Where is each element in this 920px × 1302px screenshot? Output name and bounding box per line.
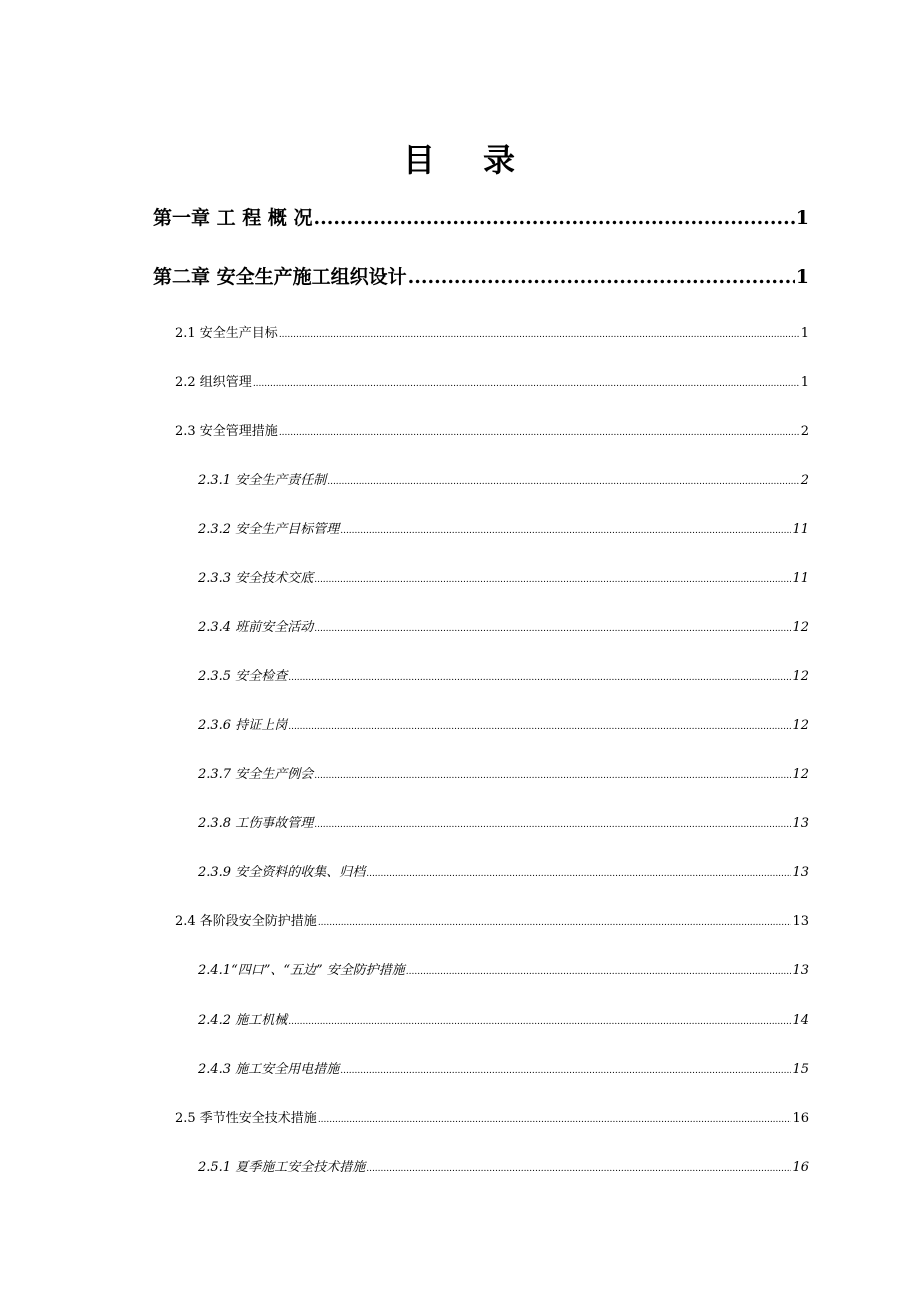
toc-leader-dots <box>279 424 800 442</box>
toc-leader-dots <box>366 865 791 883</box>
toc-page-number: 2 <box>800 424 809 439</box>
toc-page-number: 13 <box>792 816 809 831</box>
toc-leader-dots <box>288 1013 791 1031</box>
toc-entry-label: 2.1 安全生产目标 <box>175 326 278 341</box>
toc-page-number: 12 <box>792 718 809 733</box>
toc-entry-2-3-3[interactable] <box>198 570 809 589</box>
toc-leader-dots <box>288 669 791 687</box>
toc-page-number: 11 <box>792 522 809 537</box>
toc-leader-dots <box>340 1062 791 1080</box>
toc-entry-2-3[interactable] <box>175 423 809 442</box>
toc-page-number: 13 <box>792 963 809 978</box>
toc-page-number: 1 <box>800 375 809 390</box>
toc-entry-2-3-2[interactable] <box>198 521 809 540</box>
toc-leader-dots <box>340 522 791 540</box>
toc-leader-dots <box>314 767 791 785</box>
toc-leader-dots <box>406 963 792 981</box>
toc-entry-label: 2.5 季节性安全技术措施 <box>175 1111 317 1126</box>
toc-entry-label: 2.3.7 安全生产例会 <box>198 767 314 782</box>
toc-entry-label: 第二章 安全生产施工组织设计 <box>153 266 407 288</box>
toc-leader-dots <box>408 264 795 290</box>
toc-entry-label: 2.3 安全管理措施 <box>175 424 278 439</box>
toc-entry-2-5[interactable] <box>175 1110 809 1129</box>
toc-entry-2-3-8[interactable] <box>198 815 809 834</box>
toc-leader-dots <box>253 375 800 393</box>
toc-entry-label: 2.3.8 工伤事故管理 <box>198 816 314 831</box>
toc-entry-label: 2.3.4 班前安全活动 <box>198 620 314 635</box>
toc-leader-dots <box>327 473 800 491</box>
title-char-right: 录 <box>483 141 518 179</box>
toc-entry-2-4-1[interactable] <box>198 962 809 981</box>
toc-entry-label: 2.5.1 夏季施工安全技术措施 <box>198 1160 366 1175</box>
toc-entry-2-2[interactable] <box>175 374 809 393</box>
toc-leader-dots <box>366 1160 791 1178</box>
toc-page-number: 1 <box>800 326 809 341</box>
toc-leader-dots <box>318 1111 792 1129</box>
toc-entry-2-3-5[interactable] <box>198 668 809 687</box>
toc-page-number: 12 <box>792 767 809 782</box>
toc-leader-dots <box>313 205 794 231</box>
toc-entry-chapter-1[interactable] <box>153 205 809 231</box>
toc-entry-label: 2.2 组织管理 <box>175 375 252 390</box>
toc-entry-label: 2.3.1 安全生产责任制 <box>198 473 327 488</box>
toc-page-number: 14 <box>792 1013 809 1028</box>
toc-entry-2-1[interactable] <box>175 325 809 344</box>
toc-entry-chapter-2[interactable] <box>153 264 809 290</box>
toc-entry-2-3-7[interactable] <box>198 766 809 785</box>
toc-page-number: 12 <box>792 669 809 684</box>
toc-leader-dots <box>288 718 791 736</box>
toc-entry-label: 2.4 各阶段安全防护措施 <box>175 914 317 929</box>
title-char-left: 目 <box>402 141 437 179</box>
toc-entry-2-4[interactable] <box>175 913 809 932</box>
toc-page-number: 1 <box>795 207 809 229</box>
toc-page-number: 16 <box>792 1160 809 1175</box>
toc-page-number: 12 <box>792 620 809 635</box>
toc-leader-dots <box>314 571 791 589</box>
toc-entry-label: 2.3.3 安全技术交底 <box>198 571 314 586</box>
toc-page-number: 16 <box>792 1111 809 1126</box>
toc-entry-2-3-6[interactable] <box>198 717 809 736</box>
toc-entry-2-5-1[interactable] <box>198 1159 809 1178</box>
toc-entry-label: 2.4.2 施工机械 <box>198 1013 288 1028</box>
toc-page-number: 2 <box>800 473 809 488</box>
toc-leader-dots <box>314 620 791 638</box>
toc-entry-label: 2.3.9 安全资料的收集、归档 <box>198 865 366 880</box>
toc-leader-dots <box>314 816 791 834</box>
toc-page-number: 1 <box>795 266 809 288</box>
toc-leader-dots <box>279 326 800 344</box>
toc-entry-2-3-4[interactable] <box>198 619 809 638</box>
toc-page-number: 11 <box>792 571 809 586</box>
toc-leader-dots <box>318 914 792 932</box>
toc-entry-label: 2.3.2 安全生产目标管理 <box>198 522 340 537</box>
toc-entry-2-3-9[interactable] <box>198 864 809 883</box>
toc-entry-2-3-1[interactable] <box>198 472 809 491</box>
toc-entry-2-4-3[interactable] <box>198 1061 809 1080</box>
toc-page-number: 15 <box>792 1062 809 1077</box>
toc-entry-label: 2.4.3 施工安全用电措施 <box>198 1062 340 1077</box>
toc-entry-label: 2.4.1“四口”、“五边” 安全防护措施 <box>198 963 405 978</box>
toc-page-number: 13 <box>792 914 809 929</box>
toc-entry-label: 2.3.5 安全检查 <box>198 669 288 684</box>
toc-page-number: 13 <box>792 865 809 880</box>
toc-entry-label: 2.3.6 持证上岗 <box>198 718 288 733</box>
toc-entry-label: 第一章 工 程 概 况 <box>153 207 313 229</box>
toc-entry-2-4-2[interactable] <box>198 1012 809 1031</box>
